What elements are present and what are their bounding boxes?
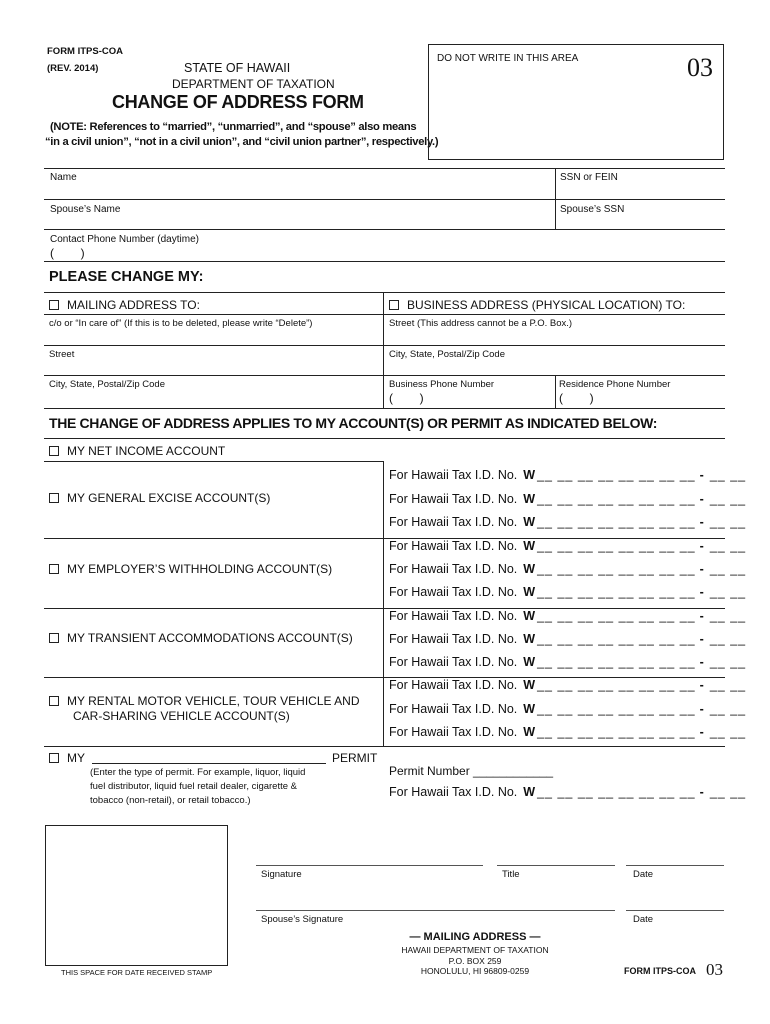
signature-label: Signature [261,869,302,880]
spouse-date-input[interactable] [626,910,724,911]
permit-note-3: tobacco (non-retail), or retail tobacco.) [90,795,251,806]
tax-id-input[interactable]: For Hawaii Tax I.D. No. W __ __ __ __ __ __ __ __ - __ __ [389,702,747,716]
contact-phone-paren: ( ) [50,246,85,260]
checkbox-icon[interactable] [49,696,59,706]
name-field[interactable]: Name [50,172,77,183]
permit-number-field[interactable]: Permit Number ____________ [389,764,554,778]
department-name: DEPARTMENT OF TAXATION [172,77,335,91]
title-input[interactable] [497,865,615,866]
checkbox-icon[interactable] [49,564,59,574]
mailing-heading: — MAILING ADDRESS — [409,931,541,943]
checkbox-icon[interactable] [49,446,59,456]
state-name: STATE OF HAWAII [184,61,291,75]
do-not-write-label: DO NOT WRITE IN THIS AREA [437,53,579,64]
form-revision: (REV. 2014) [47,63,99,74]
form-id: FORM ITPS-COA [47,46,123,57]
mailing-line-2: P.O. BOX 259 [448,956,502,966]
permit-type-input[interactable] [92,763,326,764]
spouse-ssn-field[interactable]: Spouse’s SSN [560,204,625,215]
rental-vehicle-line2: CAR-SHARING VEHICLE ACCOUNT(S) [73,709,290,723]
stamp-label: THIS SPACE FOR DATE RECEIVED STAMP [61,968,213,977]
spouse-signature-label: Spouse’s Signature [261,914,344,925]
business-city-field[interactable]: City, State, Postal/Zip Code [389,349,505,360]
spouse-name-field[interactable]: Spouse’s Name [50,204,121,215]
residence-phone-field[interactable]: Residence Phone Number [559,379,671,390]
tax-id-input[interactable]: For Hawaii Tax I.D. No. W __ __ __ __ __ __ __ __ - __ __ [389,632,747,646]
date-label: Date [633,869,654,880]
footer-form-id: FORM ITPS-COA [624,966,696,976]
mailing-line-3: HONOLULU, HI 96809-0259 [420,966,530,976]
checkbox-icon[interactable] [389,300,399,310]
transient-checkbox[interactable]: MY TRANSIENT ACCOMMODATIONS ACCOUNT(S) [49,631,353,645]
residence-phone-paren: ( ) [559,391,594,405]
note-line-1: (NOTE: References to “married”, “unmarried”, and “spouse” also means [50,121,417,133]
mailing-street-field[interactable]: Street [49,349,75,360]
tax-id-input[interactable]: For Hawaii Tax I.D. No. W __ __ __ __ __ __ __ __ - __ __ [389,655,747,669]
spouse-signature-input[interactable] [256,910,615,911]
accounts-heading: THE CHANGE OF ADDRESS APPLIES TO MY ACCOUNT(S) OR PERMIT AS INDICATED BELOW: [49,415,658,431]
tax-id-input[interactable]: For Hawaii Tax I.D. No. W __ __ __ __ __ __ __ __ - __ __ [389,492,747,506]
rental-vehicle-checkbox[interactable]: MY RENTAL MOTOR VEHICLE, TOUR VEHICLE AND [49,694,360,708]
date-stamp-box [45,825,228,966]
permit-label: PERMIT [332,751,378,765]
permit-note-2: fuel distributor, liquid fuel retail dealer, cigarette & [90,781,298,792]
note-line-2: “in a civil union”, “not in a civil union”, and “civil union partner”, respectively.) [45,136,439,148]
change-heading: PLEASE CHANGE MY: [49,269,204,285]
tax-id-input[interactable]: For Hawaii Tax I.D. No. W __ __ __ __ __ __ __ __ - __ __ [389,468,747,482]
checkbox-icon[interactable] [49,493,59,503]
tax-id-input[interactable]: For Hawaii Tax I.D. No. W __ __ __ __ __ __ __ __ - __ __ [389,515,747,529]
footer-code: 03 [706,960,723,979]
business-phone-field[interactable]: Business Phone Number [389,379,495,390]
tax-id-input[interactable]: For Hawaii Tax I.D. No. W __ __ __ __ __ __ __ __ - __ __ [389,609,747,623]
general-excise-checkbox[interactable]: MY GENERAL EXCISE ACCOUNT(S) [49,491,270,505]
tax-id-input[interactable]: For Hawaii Tax I.D. No. W __ __ __ __ __ __ __ __ - __ __ [389,725,747,739]
tax-id-input[interactable]: For Hawaii Tax I.D. No. W __ __ __ __ __ __ __ __ - __ __ [389,562,747,576]
checkbox-icon[interactable] [49,753,59,763]
mailing-address-checkbox[interactable]: MAILING ADDRESS TO: [49,298,200,312]
business-address-checkbox[interactable]: BUSINESS ADDRESS (PHYSICAL LOCATION) TO: [389,298,685,312]
permit-checkbox[interactable]: MY [49,751,85,765]
signature-input[interactable] [256,865,483,866]
care-of-field[interactable]: c/o or “In care of” (If this is to be deleted, please write “Delete”) [49,318,313,329]
permit-note-1: (Enter the type of permit. For example, liquor, liquid [90,767,306,778]
spouse-date-label: Date [633,914,654,925]
net-income-checkbox[interactable]: MY NET INCOME ACCOUNT [49,444,225,458]
mailing-line-1: HAWAII DEPARTMENT OF TAXATION [401,945,549,955]
checkbox-icon[interactable] [49,300,59,310]
business-street-field[interactable]: Street (This address cannot be a P.O. Box.) [389,318,573,329]
ssn-field[interactable]: SSN or FEIN [560,172,618,183]
mailing-city-field[interactable]: City, State, Postal/Zip Code [49,379,165,390]
form-code: 03 [687,53,713,82]
date-input[interactable] [626,865,724,866]
page-title: CHANGE OF ADDRESS FORM [112,92,364,112]
title-label: Title [502,869,520,880]
tax-id-input[interactable]: For Hawaii Tax I.D. No. W __ __ __ __ __ __ __ __ - __ __ [389,585,747,599]
withholding-checkbox[interactable]: MY EMPLOYER’S WITHHOLDING ACCOUNT(S) [49,562,332,576]
contact-phone-field[interactable]: Contact Phone Number (daytime) [50,234,199,245]
checkbox-icon[interactable] [49,633,59,643]
business-phone-paren: ( ) [389,391,424,405]
permit-tax-id-input[interactable]: For Hawaii Tax I.D. No. W __ __ __ __ __ __ __ __ - __ __ [389,785,747,799]
tax-id-input[interactable]: For Hawaii Tax I.D. No. W __ __ __ __ __ __ __ __ - __ __ [389,678,747,692]
tax-id-input[interactable]: For Hawaii Tax I.D. No. W __ __ __ __ __ __ __ __ - __ __ [389,539,747,553]
office-use-box [428,44,724,160]
